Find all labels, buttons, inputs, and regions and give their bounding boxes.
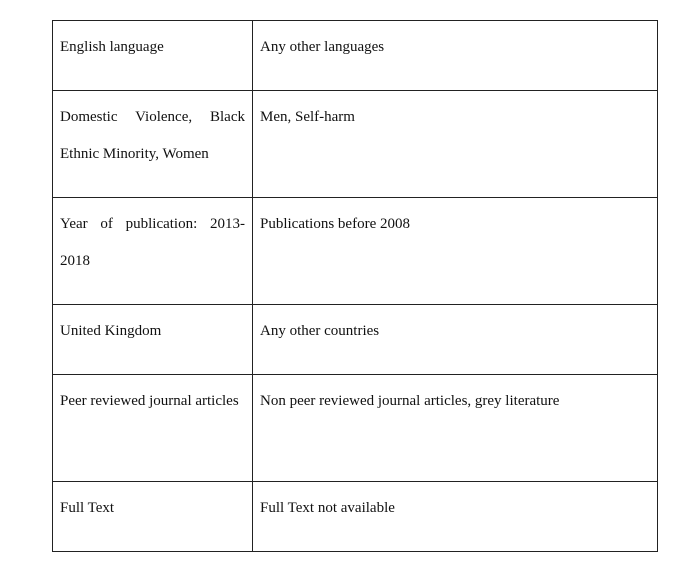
criteria-table [52,20,658,552]
inclusion-cell [53,482,253,552]
inclusion-text: Year of publication: 2013-2018 [60,216,245,269]
table-row [53,305,658,375]
table-row [53,198,658,305]
table-row [53,91,658,198]
table-row [53,21,658,91]
exclusion-text: Full Text not available [260,500,395,516]
exclusion-text: Non peer reviewed journal articles, grey literature [260,393,560,409]
exclusion-cell [253,305,658,375]
exclusion-cell [253,375,658,482]
inclusion-text: Domestic Violence, Black Ethnic Minority, Women [60,109,245,162]
inclusion-text: Full Text [60,500,115,516]
exclusion-cell [253,198,658,305]
exclusion-text: Men, Self-harm [260,109,355,125]
exclusion-text: Publications before 2008 [260,216,410,232]
inclusion-text: English language [60,39,164,55]
exclusion-cell [253,482,658,552]
exclusion-text: Any other countries [260,323,380,339]
inclusion-cell [53,375,253,482]
exclusion-cell [253,21,658,91]
inclusion-cell [53,198,253,305]
inclusion-text: Peer reviewed journal articles [60,393,239,409]
inclusion-cell [53,305,253,375]
exclusion-text: Any other languages [260,39,385,55]
table-row [53,375,658,482]
table-row [53,482,658,552]
inclusion-cell [53,91,253,198]
exclusion-cell [253,91,658,198]
inclusion-cell [53,21,253,91]
inclusion-text: United Kingdom [60,323,162,339]
